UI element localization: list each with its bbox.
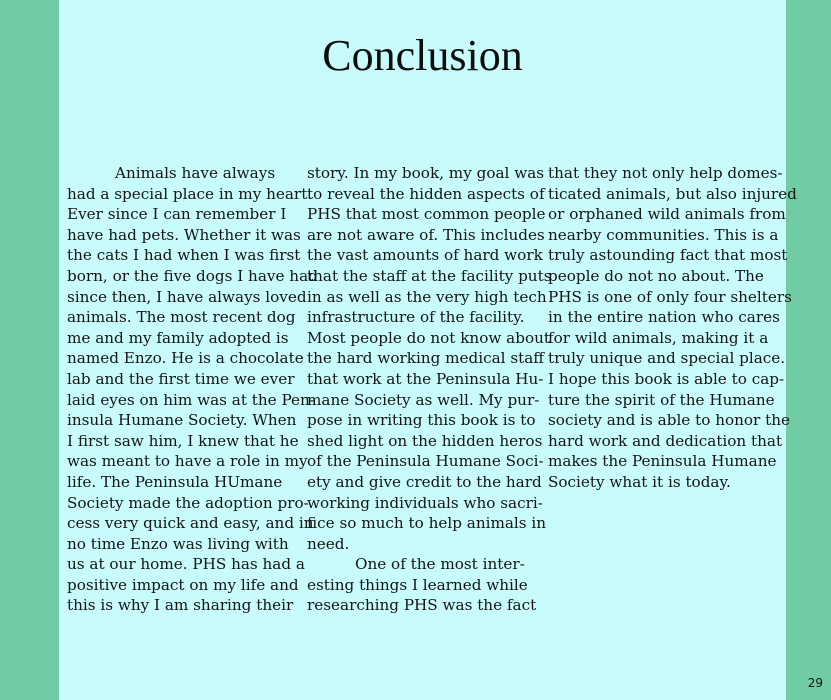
text-line: are not aware of. This includes [307, 225, 545, 244]
text-line: that they not only help domes- [548, 164, 783, 182]
text-line: Ever since I can remember I [67, 205, 287, 224]
paragraph [67, 163, 318, 616]
text-line: us at our home. PHS has had a [67, 555, 305, 574]
text-column-3 [548, 163, 797, 493]
text-line: had a special place in my heart. [67, 184, 313, 203]
text-line: esting things I learned while [307, 575, 528, 594]
text-line: in the entire nation who cares [548, 308, 780, 327]
text-line: truly astounding fact that most [548, 246, 788, 265]
text-line: ture the spirit of the Humane [548, 390, 775, 409]
text-line: society and is able to honor the [548, 411, 790, 430]
text-line: story. In my book, my goal was [307, 164, 545, 182]
page-number: 29 [807, 676, 823, 690]
text-line: nearby communities. This is a [548, 225, 779, 244]
text-line: positive impact on my life and [67, 575, 299, 594]
text-line: life. The Peninsula HUmane [67, 472, 283, 491]
book-page [59, 0, 797, 700]
text-line: named Enzo. He is a chocolate [67, 349, 304, 368]
text-line: working individuals who sacri- [307, 493, 543, 512]
text-line: to reveal the hidden aspects of [307, 184, 545, 203]
paragraph [548, 163, 797, 493]
text-line: ticated animals, but also injured [548, 184, 797, 203]
text-line: Most people do not know about [307, 328, 550, 347]
text-line: laid eyes on him was at the Pen- [67, 390, 315, 409]
text-line: Animals have always [115, 164, 276, 182]
text-line: insula Humane Society. When [67, 411, 297, 430]
text-line: that the staff at the facility puts [307, 266, 552, 285]
text-line: animals. The most recent dog [67, 308, 296, 327]
text-line: researching PHS was the fact [307, 596, 537, 615]
text-line: truly unique and special place. [548, 349, 786, 368]
text-line: fice so much to help animals in [307, 514, 547, 533]
text-line: lab and the first time we ever [67, 369, 295, 388]
text-line: infrastructure of the facility. [307, 308, 525, 327]
text-line: born, or the five dogs I have had [67, 266, 318, 285]
text-line: this is why I am sharing their [67, 596, 294, 615]
paragraph [307, 163, 552, 554]
text-line: shed light on the hidden heros [307, 431, 543, 450]
text-column-2 [307, 163, 552, 616]
text-line: for wild animals, making it a [548, 328, 769, 347]
text-line: the cats I had when I was first [67, 246, 301, 265]
text-line: have had pets. Whether it was [67, 225, 301, 244]
text-line: hard work and dedication that [548, 431, 783, 450]
text-line: makes the Peninsula Humane [548, 452, 777, 471]
text-line: of the Peninsula Humane Soci- [307, 452, 544, 471]
text-line: Society made the adoption pro- [67, 493, 309, 512]
text-line: pose in writing this book is to [307, 411, 536, 430]
text-line: the vast amounts of hard work [307, 246, 543, 265]
text-line: I first saw him, I knew that he [67, 431, 299, 450]
text-line: since then, I have always loved [67, 287, 307, 306]
text-line: people do not no about. The [548, 266, 764, 285]
text-line: I hope this book is able to cap- [548, 369, 785, 388]
text-line: no time Enzo was living with [67, 534, 289, 553]
text-line: PHS is one of only four shelters [548, 287, 792, 306]
text-line: mane Society as well. My pur- [307, 390, 540, 409]
text-line: in as well as the very high tech [307, 287, 547, 306]
text-line: ety and give credit to the hard [307, 472, 542, 491]
text-line: need. [307, 534, 350, 553]
text-line: the hard working medical staff [307, 349, 545, 368]
page-title: Conclusion [322, 31, 523, 80]
text-line: me and my family adopted is [67, 328, 289, 347]
text-column-1 [67, 163, 318, 616]
text-line: Society what it is today. [548, 472, 731, 491]
text-line: PHS that most common people [307, 205, 546, 224]
text-line: that work at the Peninsula Hu- [307, 369, 544, 388]
text-line: cess very quick and easy, and in [67, 514, 314, 533]
text-line: was meant to have a role in my [67, 452, 308, 471]
text-line: One of the most inter- [355, 555, 525, 574]
text-line: or orphaned wild animals from [548, 205, 786, 224]
paragraph [307, 554, 547, 616]
